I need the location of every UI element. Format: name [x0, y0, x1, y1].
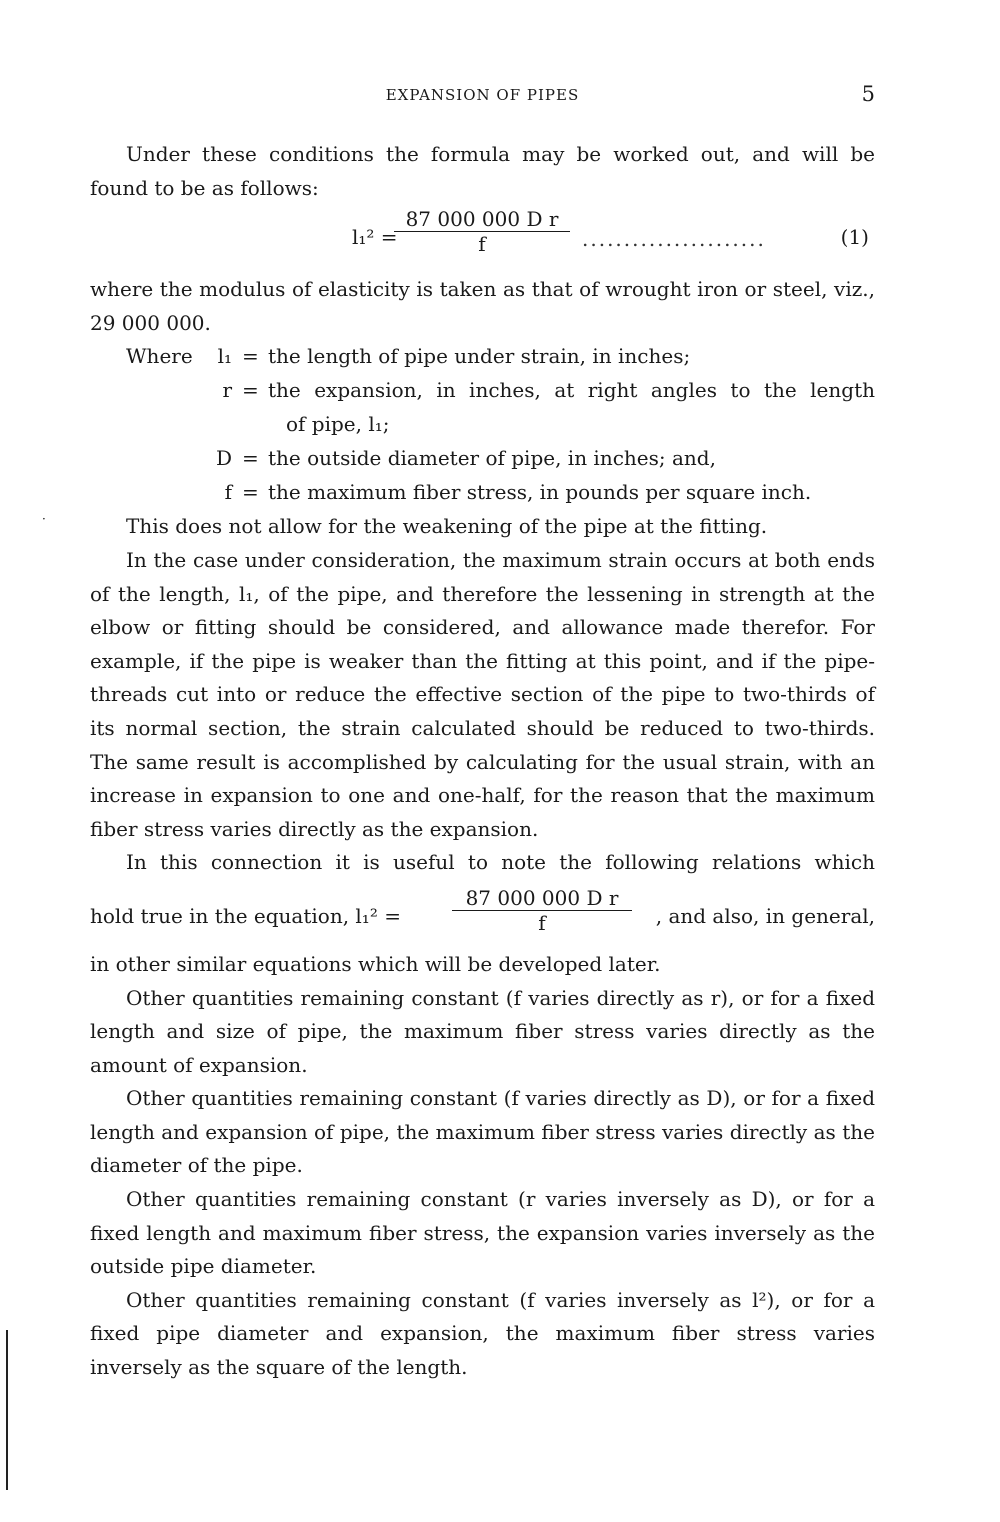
formula-1-denominator: f — [478, 232, 486, 257]
formula-1-lhs: l₁² = — [352, 225, 398, 250]
definition-row-continuation — [90, 408, 875, 442]
paragraph-relations-line1: In this connection it is useful to note the following relations which — [126, 850, 875, 875]
scan-margin-line — [6, 1330, 8, 1490]
definition-equals: = — [242, 378, 259, 403]
paragraph-relation-diameter: Other quantities remaining constant (f varies directly as D), or for a fixed length and expansion of pipe, the maximum fiber stress varies directly as the diameter of the pipe. — [90, 1086, 875, 1178]
definition-symbol: f — [224, 480, 232, 505]
paragraph-case: In the case under consideration, the maximum strain occurs at both ends of the length, l₁, of the pipe, and therefore the lessening in strength at the elbow or fitting should be considered, and allowance made therefor. For example, if the pipe is weaker than the fitting at this point, and if the pipe-threads cut into or reduce the effective section of the pipe to two-thirds of its normal section, the strain calculated should be reduced to two-thirds. The same result is accomplished by calculating for the usual strain, with an increase in expansion to one and one-half, for the reason that the maximum fiber stress varies directly as the expansion. — [90, 547, 875, 841]
running-title: EXPANSION OF PIPES — [385, 86, 580, 104]
equation-number: (1) — [840, 225, 869, 250]
definition-text: the expansion, in inches, at right angles to the length — [268, 378, 875, 403]
inline-equation-rhs: , and also, in general, — [655, 903, 875, 928]
formula-1-numerator: 87 000 000 D r — [405, 207, 559, 232]
page-number: 5 — [861, 82, 875, 106]
definition-text: the maximum fiber stress, in pounds per square inch. — [268, 480, 812, 505]
running-header — [90, 82, 875, 116]
definition-equals: = — [242, 446, 259, 471]
definitions-lead: Where — [126, 344, 193, 369]
formula-1-fraction — [394, 207, 570, 256]
definition-row — [90, 340, 875, 374]
definition-text: the outside diameter of pipe, in inches; and, — [268, 446, 716, 471]
paragraph-intro: Under these conditions the formula may be worked out, and will be found to be as follows: — [90, 142, 875, 200]
body-text — [90, 138, 875, 1385]
inline-equation-denominator: f — [538, 910, 546, 935]
scan-speck: · — [42, 512, 46, 526]
inline-equation-fraction — [452, 886, 632, 935]
paragraph-relation-expansion: Other quantities remaining constant (f varies directly as r), or for a fixed length and size of pipe, the maximum fiber stress varies directly as the amount of expansion. — [90, 985, 875, 1077]
definition-equals: = — [242, 480, 259, 505]
paragraph-relation-length: Other quantities remaining constant (f varies inversely as l²), or for a fixed pipe diameter and expansion, the maximum fiber stress varies inversely as the square of the length. — [90, 1287, 875, 1380]
definition-symbol: l₁ — [217, 344, 232, 369]
paragraph-weakening: This does not allow for the weakening of the pipe at the fitting. — [126, 514, 768, 539]
definition-row — [90, 476, 875, 510]
definition-row — [90, 442, 875, 476]
definition-text-continued: of pipe, l₁; — [286, 412, 390, 437]
paragraph-modulus: where the modulus of elasticity is taken as that of wrought iron or steel, viz., 29 000 000. — [90, 277, 875, 335]
paragraph-relation-inverse-diameter: Other quantities remaining constant (r varies inversely as D), or for a fixed length and maximum fiber stress, the expansion varies inversely as the outside pipe diameter. — [90, 1187, 875, 1279]
formula-1 — [90, 205, 875, 273]
definition-text: the length of pipe under strain, in inches; — [268, 344, 691, 369]
book-page — [90, 0, 875, 1522]
leader-dots: ...................... — [582, 227, 766, 252]
paragraph-relations-line3: in other similar equations which will be developed later. — [90, 951, 661, 976]
definitions-list — [90, 340, 875, 510]
inline-equation-line — [90, 880, 875, 948]
definition-row — [90, 374, 875, 408]
definition-symbol: D — [215, 446, 232, 471]
definition-equals: = — [242, 344, 259, 369]
inline-equation-numerator: 87 000 000 D r — [465, 885, 619, 910]
definition-symbol: r — [222, 378, 232, 403]
inline-equation-lhs: hold true in the equation, l₁² = — [90, 903, 401, 928]
